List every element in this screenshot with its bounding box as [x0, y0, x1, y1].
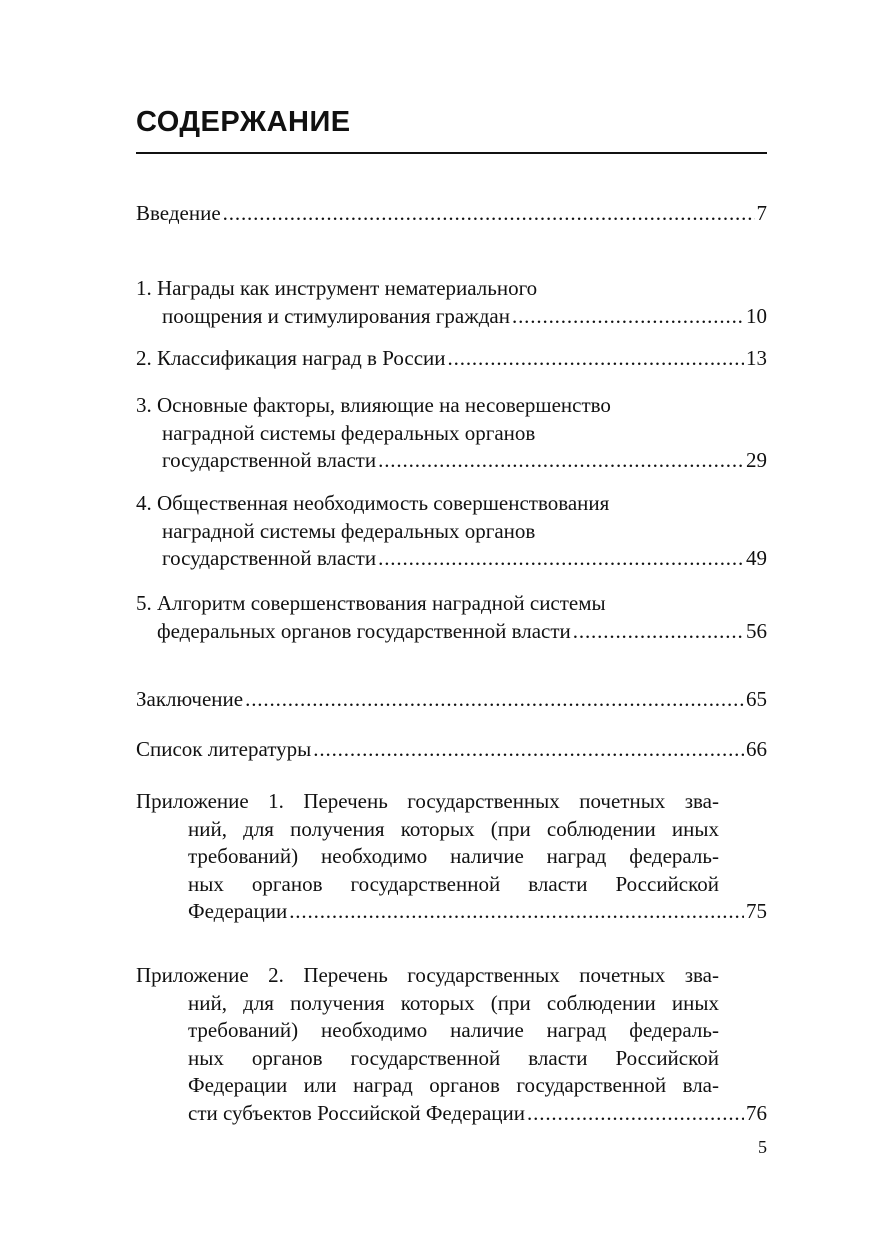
toc-page-number: 76 [746, 1100, 767, 1125]
toc-line: требований) необходимо наличие наград федераль- [188, 1018, 719, 1042]
toc-entry-chapter-1[interactable] [136, 275, 767, 330]
toc-page-number: 56 [746, 618, 767, 643]
toc-entry-title: государственной власти [162, 546, 377, 570]
toc-leader-dots [289, 898, 744, 926]
toc-entry-appendix-2[interactable] [136, 962, 767, 1127]
toc-line: наградной системы федеральных органов [162, 420, 536, 445]
toc-leader-dots [313, 736, 744, 764]
toc-page-number: 75 [746, 899, 767, 923]
toc-line [136, 618, 767, 646]
toc-entry-chapter-2[interactable] [136, 345, 767, 373]
toc-line: ний, для получения которых (при соблюдении иных [188, 990, 719, 1015]
toc-entry-conclusion[interactable] [136, 686, 767, 714]
toc-line [136, 1100, 767, 1128]
toc-leader-dots [245, 686, 744, 714]
toc-entry-title: федеральных органов государственной власти [157, 618, 571, 643]
toc-leader-dots [223, 200, 755, 228]
toc-line: ных органов государственной власти Российской [188, 871, 719, 896]
toc-page-number: 65 [746, 687, 767, 711]
toc-entry-literature[interactable] [136, 736, 767, 764]
toc-entry-title: Федерации [188, 899, 288, 923]
toc-page-number: 66 [746, 737, 767, 761]
page-title: СОДЕРЖАНИЕ [136, 106, 351, 138]
toc-line: 5. Алгоритм совершенствования наградной системы [136, 591, 606, 615]
toc-line [136, 686, 767, 714]
title-divider [136, 152, 767, 154]
toc-entry-title: Заключение [136, 687, 244, 711]
toc-entry-title: 2. Классификация наград в России [136, 346, 446, 370]
toc-entry-title: сти субъектов Российской Федерации [188, 1100, 526, 1125]
toc-page-number: 7 [756, 201, 767, 225]
toc-entry-title: Список литературы [136, 737, 312, 761]
toc-leader-dots [573, 618, 744, 646]
toc-line: Приложение 1. Перечень государственных почетных зва- [136, 789, 719, 813]
toc-line: 3. Основные факторы, влияющие на несовершенство [136, 393, 611, 417]
toc-line: наградной системы федеральных органов [162, 518, 536, 543]
page-number: 5 [758, 1137, 767, 1157]
toc-line [136, 303, 767, 331]
toc-page-number: 29 [746, 448, 767, 472]
toc-entry-title: поощрения и стимулирования граждан [162, 303, 510, 328]
toc-line: ных органов государственной власти Российской [188, 1045, 719, 1070]
toc-line [136, 200, 767, 228]
toc-line: требований) необходимо наличие наград федераль- [188, 844, 719, 868]
toc-page-number: 49 [746, 546, 767, 570]
toc-line [136, 736, 767, 764]
toc-line: Федерации или наград органов государственной вла- [188, 1073, 719, 1097]
toc-line [136, 545, 767, 573]
toc-line [136, 447, 767, 475]
toc-line: ний, для получения которых (при соблюдении иных [188, 816, 719, 841]
toc-leader-dots [512, 303, 744, 331]
toc-leader-dots [527, 1100, 744, 1128]
toc-page-number: 13 [746, 346, 767, 370]
toc-leader-dots [378, 545, 744, 573]
toc-line [136, 898, 767, 926]
toc-entry-intro[interactable] [136, 200, 767, 228]
toc-page-number: 10 [746, 303, 767, 328]
toc-line [136, 345, 767, 373]
toc-entry-title: государственной власти [162, 448, 377, 472]
toc-leader-dots [378, 447, 744, 475]
toc-entry-title: Введение [136, 201, 221, 225]
toc-entry-chapter-3[interactable] [136, 392, 767, 475]
toc-entry-appendix-1[interactable] [136, 788, 767, 926]
toc-entry-chapter-5[interactable] [136, 590, 767, 645]
toc-entry-chapter-4[interactable] [136, 490, 767, 573]
toc-line: 4. Общественная необходимость совершенствования [136, 491, 610, 515]
toc-line: Приложение 2. Перечень государственных почетных зва- [136, 963, 719, 987]
toc-leader-dots [448, 345, 744, 373]
toc-line: 1. Награды как инструмент нематериального [136, 276, 538, 300]
